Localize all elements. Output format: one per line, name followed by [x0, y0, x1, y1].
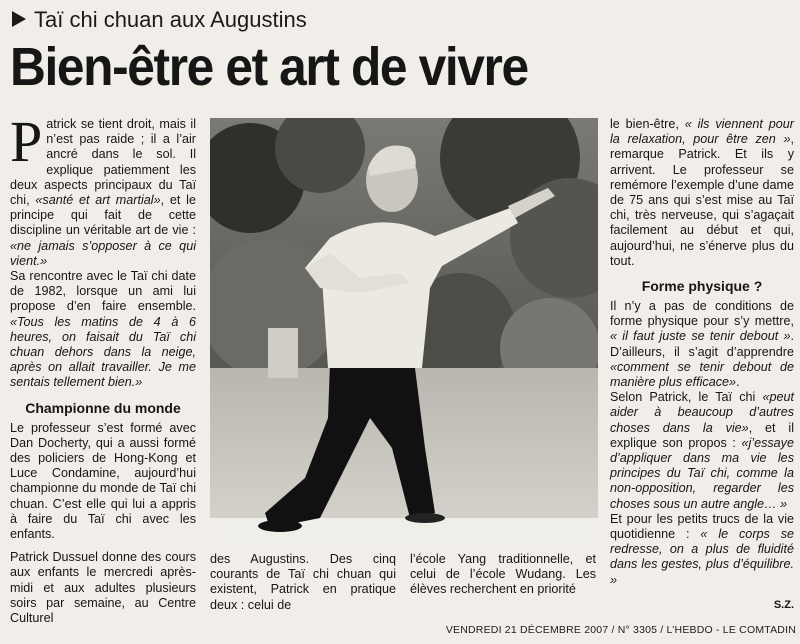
quote: «Tous les matins de 4 à 6 heures, on faisait du Taï chi chuan dehors dans la neige, après on allait travailler. Je me sentais tellement bien.»	[10, 314, 196, 390]
quote: « il faut juste se tenir debout »	[610, 329, 791, 344]
page-footer: VENDREDI 21 DÉCEMBRE 2007 / N° 3305 / L’HEBDO - LE COMTADIN	[445, 624, 796, 636]
text-run: , et le principe qui fait de cette discipline un véritable art de vie :	[10, 193, 196, 238]
paragraph-10	[610, 512, 794, 588]
subheading-championne: Championne du monde	[25, 399, 181, 416]
paragraph-4: Patrick Dussuel donne des cours aux enfants le mercredi après-midi et aux adultes plusieurs soirs par semaine, au Centre Culturel	[10, 550, 196, 626]
quote: «peut aider à beaucoup d’autres choses dans la vie»	[610, 390, 794, 435]
quote: «ne jamais s’opposer à ce qui vient.»	[10, 238, 196, 268]
quote: «j’essaye d’appliquer dans ma vie les principes du Taï chi, comme la non-opposition, regarder les choses sous un autre angle… »	[610, 435, 794, 511]
text-column-2	[210, 552, 396, 613]
paragraph-5: des Augustins. Des cinq courants de Taï chi chuan qui existent, Patrick en pratique deux : celui de	[210, 552, 396, 612]
text-column-1	[10, 109, 196, 626]
paragraph-7	[610, 117, 794, 269]
paragraph-9	[610, 390, 794, 512]
author-signature: S.Z.	[773, 598, 794, 611]
text-run: , et il explique son propos :	[610, 420, 794, 450]
article-photo	[210, 118, 598, 546]
paragraph-1	[10, 109, 196, 269]
text-run: le bien-être,	[610, 117, 685, 131]
text-run: , remarque Patrick. Et ils y arrivent. Le professeur se remémore l’exemple d’une dame de 75 ans qui s’est mise au Taï chi, très nerveuse, qui s’agaçait facilement au début et qui, aujourd’hui, ne s’énerve plus du tout.	[610, 132, 794, 268]
text-run: .	[736, 375, 740, 390]
paragraph-3: Le professeur s’est formé avec Dan Docherty, qui a aussi formé des policiers de Hong-Kong et Luce Condamine, aujourd’hui championne du monde de Taï chi chuan. C’est elle qui lui a appris à faire du Taï chi avec les enfants.	[10, 420, 196, 542]
text-run: Il n’y a pas de conditions de forme physique pour s’y mettre,	[610, 299, 794, 329]
quote: «santé et art martial»	[35, 193, 161, 208]
paragraph-8	[610, 299, 794, 390]
quote: « le corps se redresse, on a plus de fluidité dans les gestes, plus d’équilibre. »	[610, 527, 795, 587]
text-run: Et pour les petits trucs de la vie quotidienne :	[610, 511, 794, 542]
text-run: Sa rencontre avec le Taï chi date de 1982, lorsque un ami lui propose d’en faire ensemble.	[10, 269, 196, 314]
text-run: Selon Patrick, le Taï chi	[610, 390, 763, 405]
triangle-arrow-icon	[12, 11, 26, 27]
quote: «comment se tenir debout de manière plus efficace»	[610, 359, 794, 390]
taichi-practitioner-photo	[210, 118, 598, 546]
text-column-3	[410, 552, 596, 598]
text-column-4	[610, 117, 794, 613]
article-kicker	[12, 6, 792, 34]
subheading-forme-physique: Forme physique ?	[641, 278, 763, 295]
text-run: atrick se tient droit, mais il n’est pas raide ; il a l’air ancré dans le sol. Il explique patiemment les deux aspects principaux du Taï chi,	[10, 117, 196, 208]
article-headline: Bien-être et art de vivre	[10, 37, 528, 97]
quote: « ils viennent pour la relaxation, pour être zen »	[610, 117, 794, 147]
text-run: . D’ailleurs, il s’agit d’apprendre	[610, 329, 794, 359]
kicker-text: Taï chi chuan aux Augustins	[34, 7, 307, 32]
drop-cap: P	[10, 109, 43, 174]
paragraph-6: l’école Yang traditionnelle, et celui de l’école Wudang. Les élèves recherchent en priorité	[410, 552, 596, 597]
paragraph-2	[10, 269, 196, 391]
